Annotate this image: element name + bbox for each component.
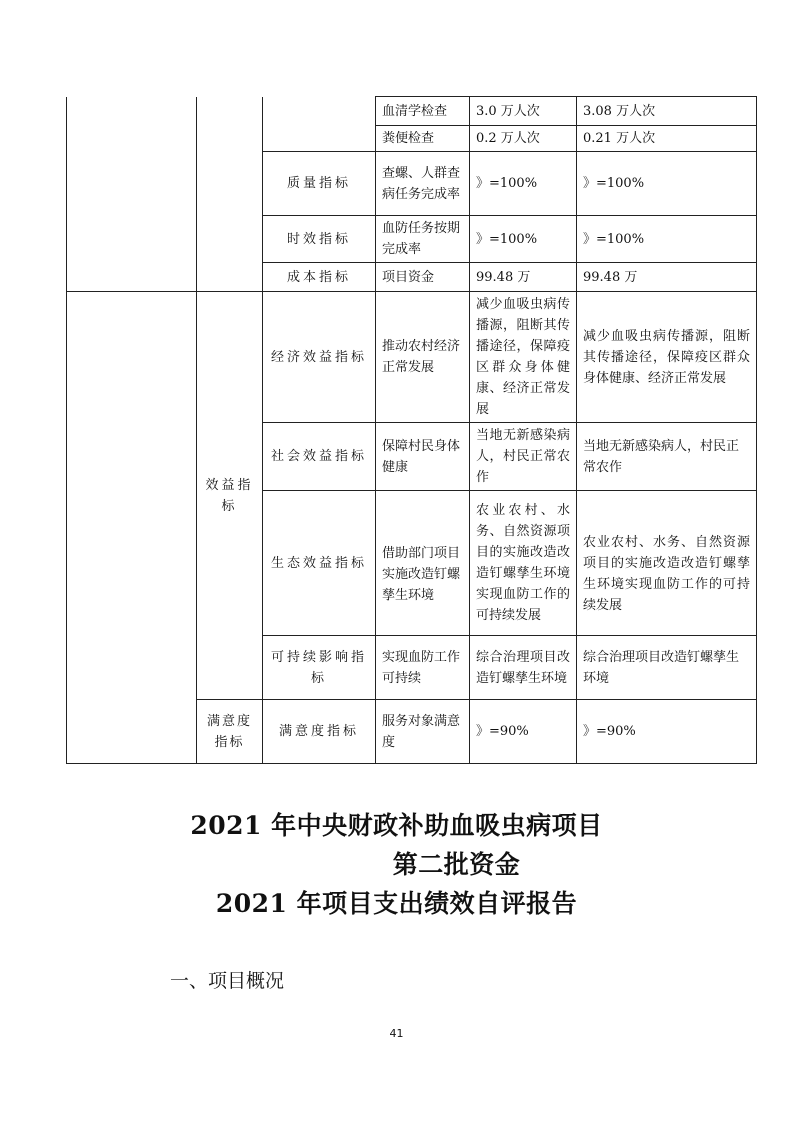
table-row <box>67 97 757 126</box>
indicator-cell: 实现血防工作可持续 <box>376 636 470 700</box>
indicator-cell: 查螺、人群查病任务完成率 <box>376 152 470 216</box>
secondary-indicator-cell <box>263 97 376 152</box>
target-cell: 当地无新感染病人，村民正常农作 <box>470 423 577 491</box>
actual-cell: 农业农村、水务、自然资源项目的实施改造改造钉螺孳生环境实现血防工作的可持续发展 <box>577 491 757 636</box>
target-cell: 综合治理项目改造钉螺孳生环境 <box>470 636 577 700</box>
secondary-indicator-cell: 质量指标 <box>263 152 376 216</box>
actual-cell: 3.08 万人次 <box>577 97 757 126</box>
target-cell: 》=90% <box>470 700 577 764</box>
performance-indicator-table <box>66 96 757 764</box>
target-cell: 99.48 万 <box>470 263 577 292</box>
indicator-cell: 项目资金 <box>376 263 470 292</box>
indicator-cell: 借助部门项目实施改造钉螺孳生环境 <box>376 491 470 636</box>
secondary-indicator-cell: 可持续影响指标 <box>263 636 376 700</box>
actual-cell: 0.21 万人次 <box>577 126 757 152</box>
secondary-indicator-cell: 时效指标 <box>263 216 376 263</box>
secondary-indicator-cell: 满意度指标 <box>263 700 376 764</box>
actual-cell: 》=90% <box>577 700 757 764</box>
secondary-indicator-cell: 社会效益指标 <box>263 423 376 491</box>
target-cell: 》=100% <box>470 152 577 216</box>
outer-cell <box>67 292 197 764</box>
outer-cell <box>67 97 197 292</box>
table-row <box>67 292 757 423</box>
actual-cell: 》=100% <box>577 216 757 263</box>
report-title-line-1: 2021 年中央财政补助血吸虫病项目 <box>190 811 603 840</box>
actual-cell: 综合治理项目改造钉螺孳生环境 <box>577 636 757 700</box>
indicator-cell: 服务对象满意度 <box>376 700 470 764</box>
primary-indicator-cell <box>197 97 263 292</box>
target-cell: 减少血吸虫病传播源，阻断其传播途径，保障疫区群众身体健康、经济正常发展 <box>470 292 577 423</box>
secondary-indicator-cell: 成本指标 <box>263 263 376 292</box>
target-cell: 0.2 万人次 <box>470 126 577 152</box>
actual-cell: 》=100% <box>577 152 757 216</box>
secondary-indicator-cell: 生态效益指标 <box>263 491 376 636</box>
indicator-cell: 保障村民身体健康 <box>376 423 470 491</box>
indicator-cell: 推动农村经济正常发展 <box>376 292 470 423</box>
actual-cell: 99.48 万 <box>577 263 757 292</box>
report-title-line-3: 2021 年项目支出绩效自评报告 <box>215 889 578 918</box>
report-title-line-2: 第二批资金 <box>392 850 521 879</box>
indicator-cell: 血防任务按期完成率 <box>376 216 470 263</box>
section-heading: 一、项目概况 <box>170 970 285 992</box>
page-number: 41 <box>389 1027 404 1040</box>
actual-cell: 当地无新感染病人，村民正常农作 <box>577 423 757 491</box>
target-cell: 农业农村、水务、自然资源项目的实施改造改造钉螺孳生环境实现血防工作的可持续发展 <box>470 491 577 636</box>
indicator-cell: 血清学检查 <box>376 97 470 126</box>
primary-indicator-cell: 效益指标 <box>197 292 263 700</box>
primary-indicator-cell: 满意度指标 <box>197 700 263 764</box>
indicator-cell: 粪便检查 <box>376 126 470 152</box>
secondary-indicator-cell: 经济效益指标 <box>263 292 376 423</box>
target-cell: 3.0 万人次 <box>470 97 577 126</box>
actual-cell: 减少血吸虫病传播源，阻断其传播途径，保障疫区群众身体健康、经济正常发展 <box>577 292 757 423</box>
target-cell: 》=100% <box>470 216 577 263</box>
